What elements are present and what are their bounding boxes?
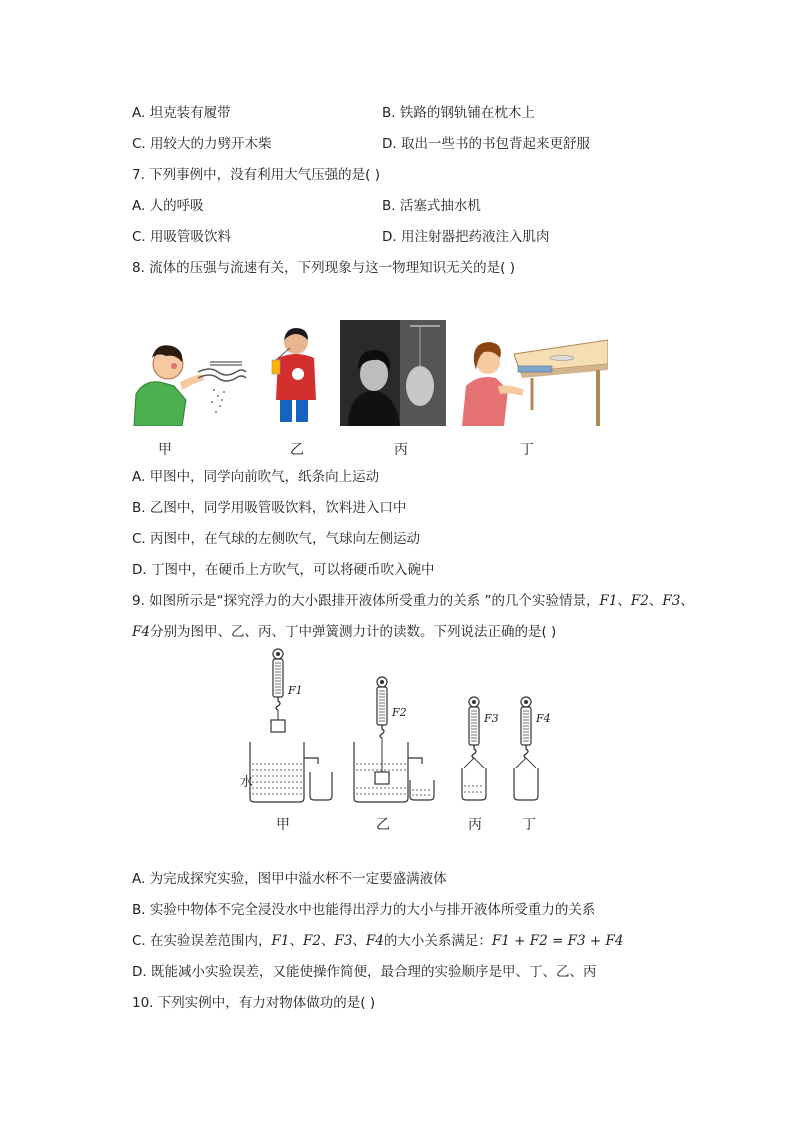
q9-label-yi: 乙 — [376, 817, 390, 833]
f4-symbol: F4 — [132, 624, 150, 640]
q7-option-a: A. 人的呼吸 — [132, 198, 204, 214]
q8-label-ding: 丁 — [520, 442, 534, 458]
q9-label-f4: F4 — [536, 712, 551, 725]
q8-image-yi — [264, 320, 324, 426]
q9-stem-text: 9. 如图所示是“探究浮力的大小跟排开液体所受重力的关系 ”的几个实验情景， — [132, 593, 600, 609]
q6-option-a: A. 坦克装有履带 — [132, 105, 231, 121]
q9-option-a: A. 为完成探究实验，图甲中溢水杯不一定要盛满液体 — [132, 871, 447, 887]
q8-label-bing: 丙 — [394, 442, 408, 458]
q8-option-c: C. 丙图中，在气球的左侧吹气，气球向左侧运动 — [132, 531, 421, 547]
q9-option-c: C. 在实验误差范围内，F1、F2、F3、F4的大小关系满足：F1 + F2 = F3 + F4 — [132, 933, 624, 949]
q8-label-jia: 甲 — [158, 442, 172, 458]
q10-stem: 10. 下列实例中，有力对物体做功的是( ) — [132, 995, 376, 1011]
q8-image-jia — [130, 320, 248, 426]
f3-symbol: F3 — [662, 593, 681, 609]
q9-stem-line2: F4分别为图甲、乙、丙、丁中弹簧测力计的读数。下列说法正确的是( ) — [132, 624, 557, 640]
q9-label-f3: F3 — [484, 712, 499, 725]
q8-label-yi: 乙 — [290, 442, 304, 458]
q7-option-b: B. 活塞式抽水机 — [382, 198, 481, 214]
q9-option-b: B. 实验中物体不完全浸没水中也能得出浮力的大小与排开液体所受重力的关系 — [132, 902, 596, 918]
q8-image-ding — [458, 320, 608, 426]
q6-option-b: B. 铁路的钢轨铺在枕木上 — [382, 105, 535, 121]
q9-label-ding: 丁 — [522, 817, 536, 833]
q9-label-jia: 甲 — [276, 817, 290, 833]
q8-image-bing — [340, 320, 446, 426]
q9-label-bing: 丙 — [468, 817, 482, 833]
q8-option-a: A. 甲图中，同学向前吹气，纸条向上运动 — [132, 469, 380, 485]
q9-option-d: D. 既能减小实验误差，又能使操作简便，最合理的实验顺序是甲、丁、乙、丙 — [132, 964, 597, 980]
q7-stem: 7. 下列事例中，没有利用大气压强的是( ) — [132, 167, 380, 183]
f1-symbol: F1 — [599, 593, 618, 609]
q6-option-d: D. 取出一些书的书包背起来更舒服 — [382, 136, 590, 152]
q9-label-f1: F1 — [288, 684, 303, 697]
q9-label-f2: F2 — [392, 706, 407, 719]
q8-option-d: D. 丁图中，在硬币上方吹气，可以将硬币吹入碗中 — [132, 562, 435, 578]
q8-option-b: B. 乙图中，同学用吸管吸饮料，饮料进入口中 — [132, 500, 407, 516]
q9-stem-line1: 9. 如图所示是“探究浮力的大小跟排开液体所受重力的关系 ”的几个实验情景，F1、F2、F3、 — [132, 593, 694, 609]
q9-water-label: 水 — [240, 775, 254, 790]
f2-symbol: F2 — [630, 593, 649, 609]
q7-option-c: C. 用吸管吸饮料 — [132, 229, 232, 245]
q8-stem: 8. 流体的压强与流速有关，下列现象与这一物理知识无关的是( ) — [132, 260, 515, 276]
q9-experiment-diagram — [236, 646, 556, 810]
q6-option-c: C. 用较大的力劈开木柴 — [132, 136, 272, 152]
q7-option-d: D. 用注射器把药液注入肌肉 — [382, 229, 550, 245]
